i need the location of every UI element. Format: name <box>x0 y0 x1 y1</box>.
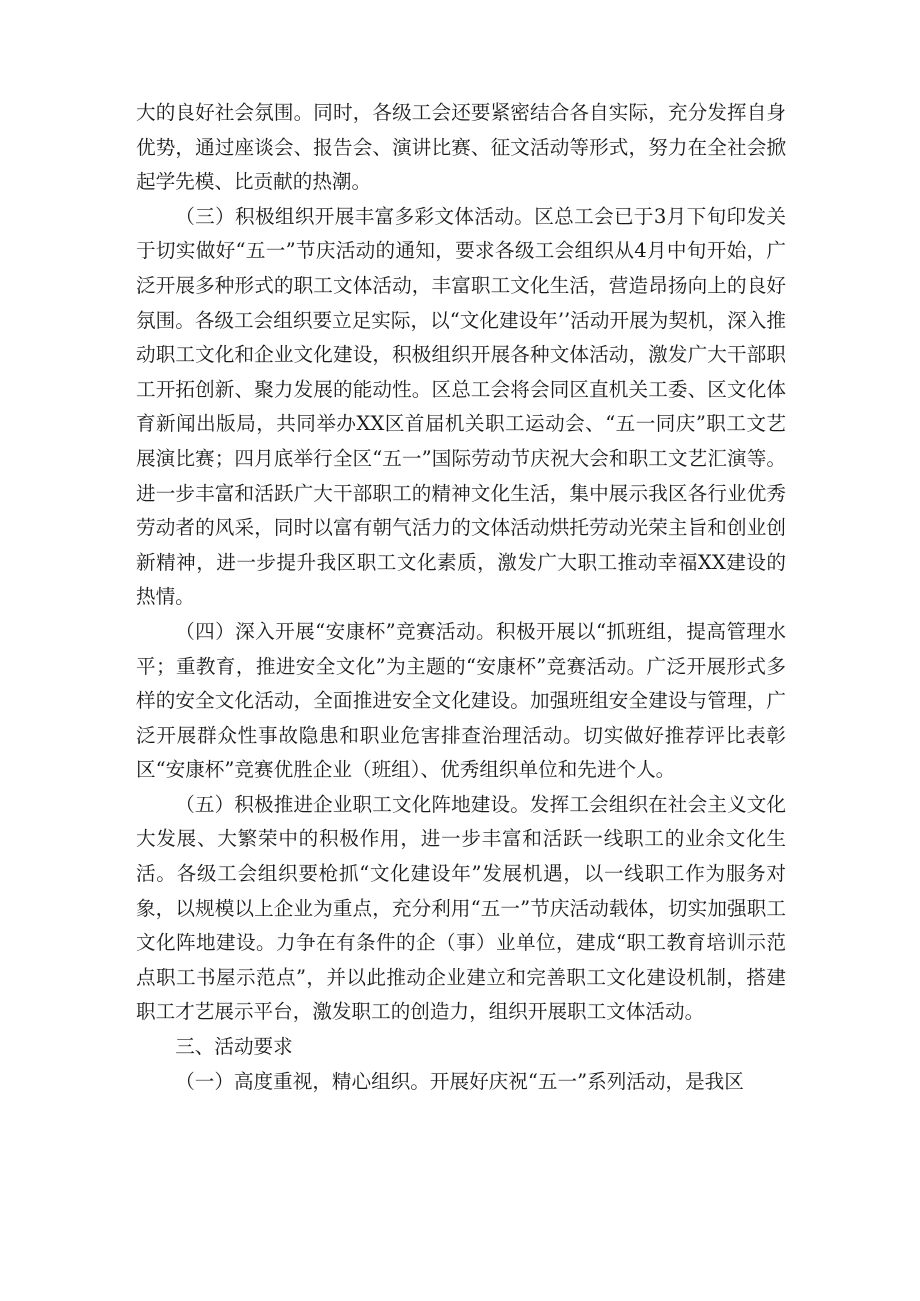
paragraph-continuation: 大的良好社会氛围。同时，各级工会还要紧密结合各自实际，充分发挥自身优势，通过座谈会、报告会、演讲比赛、征文活动等形式，努力在全社会掀起学先模、比贡献的热潮。 <box>136 101 786 194</box>
document-page <box>136 96 786 1099</box>
paragraph-cultural-positions: （五）积极推进企业职工文化阵地建设。发挥工会组织在社会主义文化大发展、大繁荣中的积极作用，进一步丰富和活跃一线职工的业余文化生活。各级工会组织要枪抓“文化建设年”发展机遇，以一线职工作为服务对象，以规模以上企业为重点，充分利用“五一”节庆活动载体，切实加强职工文化阵地建设。力争在有条件的企（事）业单位，建成“职工教育培训示范点职工书屋示范点”，并以此推动企业建立和完善职工文化建设机制，搭建职工才艺展示平台，激发职工的创造力，组织开展职工文体活动。 <box>136 792 786 1024</box>
section-heading-requirements: 三、活动要求 <box>175 1035 293 1059</box>
paragraph-ankang-cup: （四）深入开展“安康杯”竞赛活动。积极开展以“抓班组，提高管理水平；重教育，推进安全文化”为主题的“安康杯”竞赛活动。广泛开展形式多样的安全文化活动，全面推进安全文化建设。加强班组安全建设与管理，广泛开展群众性事故隐患和职业危害排查治理活动。切实做好推荐评比表彰区“安康杯”竞赛优胜企业（班组）、优秀组织单位和先进个人。 <box>136 619 786 782</box>
paragraph-organization: （一）高度重视，精心组织。开展好庆祝“五一”系列活动，是我区 <box>175 1069 744 1093</box>
paragraph-cultural-sports-activities: （三）积极组织开展丰富多彩文体活动。区总工会已于3月下旬印发关于切实做好“五一”节庆活动的通知，要求各级工会组织从4月中旬开始，广泛开展多种形式的职工文体活动，丰富职工文化生活，营造昂扬向上的良好氛围。各级工会组织要立足实际，以“文化建设年’’活动开展为契机，深入推动职工文化和企业文化建设，积极组织开展各种文体活动，激发广大干部职工开拓创新、聚力发展的能动性。区总工会将会同区直机关工委、区文化体育新闻出版局，共同举办XX区首届机关职工运动会、“五一同庆”职工文艺展演比赛；四月底举行全区“五一”国际劳动节庆祝大会和职工文艺汇演等。进一步丰富和活跃广大干部职工的精神文化生活，集中展示我区各行业优秀劳动者的风采，同时以富有朝气活力的文体活动烘托劳动光荣主旨和创业创新精神，进一步提升我区职工文化素质，激发广大职工推动幸福XX建设的热情。 <box>136 204 786 609</box>
